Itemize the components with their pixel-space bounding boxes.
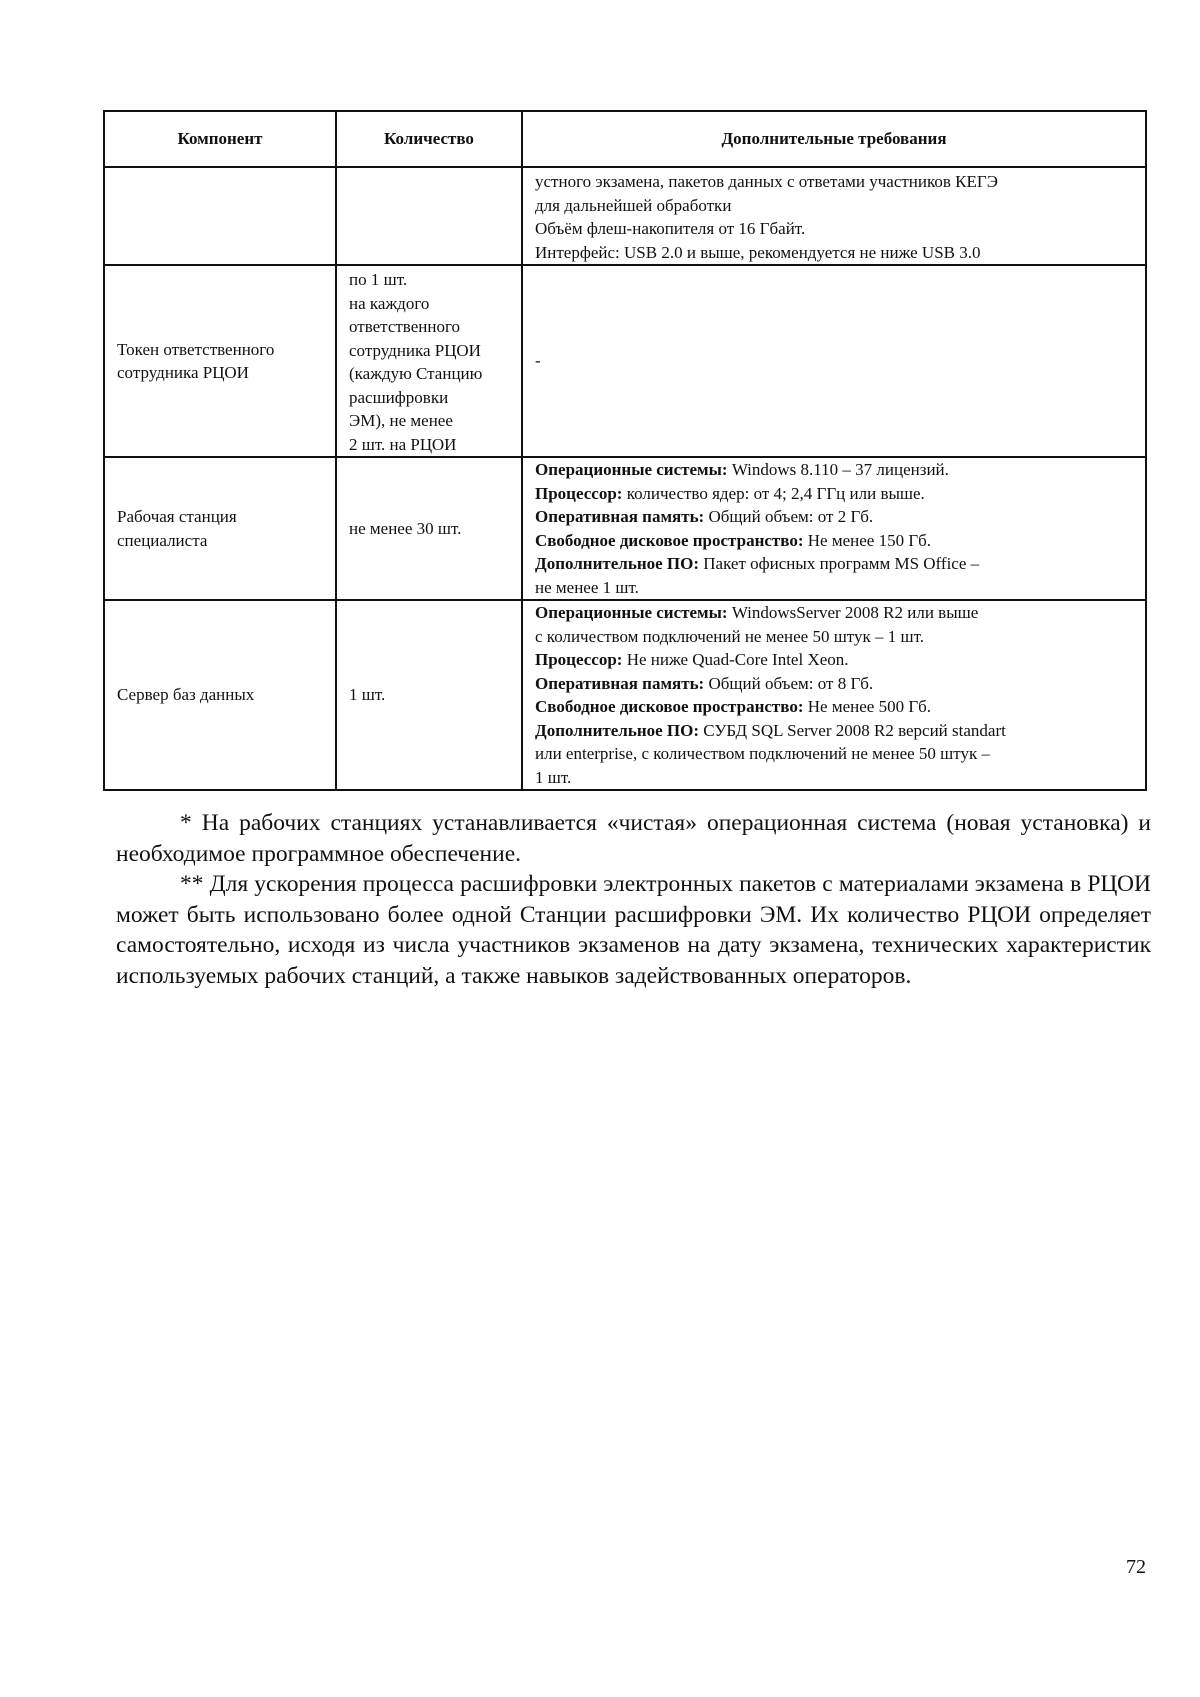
- requirement-text: 1 шт.: [535, 767, 572, 787]
- quantity-line: по 1 шт.: [349, 270, 408, 289]
- requirement-text: Пакет офисных программ MS Office –: [699, 554, 980, 573]
- requirement-line: [535, 719, 1135, 743]
- table-header-row: [104, 111, 1146, 167]
- table-row: [104, 457, 1146, 600]
- requirement-text: WindowsServer 2008 R2 или выше: [727, 603, 979, 622]
- cell-component: [104, 457, 336, 600]
- quantity-line: на каждого: [349, 293, 430, 313]
- requirement-label: Оперативная память:: [535, 673, 705, 693]
- requirement-line: [535, 217, 1135, 241]
- header-quantity: Количество: [336, 111, 522, 167]
- requirement-label: Оперативная память:: [535, 507, 705, 526]
- requirement-text: Общий объем: от 8 Гб.: [704, 673, 874, 693]
- footnotes: [116, 808, 1151, 991]
- cell-component: [104, 265, 336, 457]
- requirement-label: Процессор:: [535, 483, 623, 503]
- requirement-line: [535, 170, 1135, 194]
- requirement-text: -: [535, 351, 541, 371]
- table-row: [104, 167, 1146, 265]
- requirement-text: СУБД SQL Server 2008 R2 версий standart: [699, 720, 1006, 740]
- requirement-line: [535, 742, 1135, 766]
- requirement-text: устного экзамена, пакетов данных с ответами участников КЕГЭ: [535, 172, 998, 191]
- requirement-label: Свободное дисковое пространство:: [535, 697, 804, 716]
- cell-requirements: [522, 457, 1146, 600]
- table-row: [104, 600, 1146, 790]
- quantity-line: расшифровки: [349, 387, 449, 407]
- cell-requirements: [522, 167, 1146, 265]
- requirement-label: Дополнительное ПО:: [535, 720, 700, 740]
- requirement-text: или enterprise, с количеством подключений не менее 50 штук –: [535, 744, 990, 763]
- header-requirements: Дополнительные требования: [522, 111, 1146, 167]
- requirement-text: не менее 1 шт.: [535, 577, 639, 597]
- requirement-line: [535, 552, 1135, 576]
- cell-quantity: [336, 600, 522, 790]
- cell-quantity: [336, 265, 522, 457]
- requirement-text: Интерфейс: USB 2.0 и выше, рекомендуется не ниже USB 3.0: [535, 242, 981, 262]
- quantity-line: 1 шт.: [349, 685, 386, 705]
- requirement-line: [535, 349, 1135, 373]
- requirement-line: [535, 194, 1135, 218]
- table-body: [104, 167, 1146, 790]
- cell-quantity: [336, 167, 522, 265]
- cell-quantity: [336, 457, 522, 600]
- requirement-text: Объём флеш-накопителя от 16 Гбайт.: [535, 219, 806, 238]
- requirement-text: количество ядер: от 4; 2,4 ГГц или выше.: [622, 483, 925, 503]
- quantity-line: (каждую Станцию: [349, 364, 483, 383]
- component-line: Сервер баз данных: [117, 685, 255, 705]
- requirement-line: [535, 601, 1135, 625]
- requirement-label: Процессор:: [535, 650, 623, 669]
- requirement-line: [535, 529, 1135, 553]
- header-component: Компонент: [104, 111, 336, 167]
- requirement-text: Не менее 150 Гб.: [803, 530, 932, 550]
- requirement-line: [535, 458, 1135, 482]
- quantity-line: сотрудника РЦОИ: [349, 340, 481, 360]
- component-line: Токен ответственного: [117, 339, 275, 359]
- requirement-label: Операционные системы:: [535, 460, 728, 479]
- cell-component: [104, 600, 336, 790]
- requirement-label: Дополнительное ПО:: [535, 554, 700, 573]
- requirements-table: [103, 110, 1147, 791]
- footnote-clean-os: * На рабочих станциях устанавливается «чистая» операционная система (новая установка) и необходимое программное обеспечение.: [116, 810, 1151, 867]
- requirement-text: с количеством подключений не менее 50 штук – 1 шт.: [535, 626, 925, 646]
- cell-component: [104, 167, 336, 265]
- component-line: специалиста: [117, 530, 208, 550]
- requirement-line: [535, 648, 1135, 672]
- requirement-text: Windows 8.110 – 37 лицензий.: [727, 460, 949, 479]
- requirement-line: [535, 505, 1135, 529]
- requirement-text: Не менее 500 Гб.: [803, 697, 932, 716]
- component-line: сотрудника РЦОИ: [117, 363, 249, 382]
- quantity-line: ЭМ), не менее: [349, 411, 453, 430]
- requirement-line: [535, 576, 1135, 600]
- requirement-line: [535, 241, 1135, 265]
- component-line: Рабочая станция: [117, 507, 237, 526]
- cell-requirements: [522, 265, 1146, 457]
- requirement-line: [535, 482, 1135, 506]
- requirement-text: для дальнейшей обработки: [535, 195, 732, 215]
- requirement-line: [535, 672, 1135, 696]
- requirement-label: Свободное дисковое пространство:: [535, 530, 804, 550]
- requirements-table-container: [103, 110, 1145, 791]
- quantity-line: ответственного: [349, 317, 461, 336]
- requirement-line: [535, 695, 1135, 719]
- requirement-line: [535, 625, 1135, 649]
- quantity-line: 2 шт. на РЦОИ: [349, 434, 457, 454]
- cell-requirements: [522, 600, 1146, 790]
- table-row: [104, 265, 1146, 457]
- requirement-text: Не ниже Quad-Core Intel Xeon.: [622, 650, 849, 669]
- requirement-line: [535, 766, 1135, 790]
- requirement-text: Общий объем: от 2 Гб.: [704, 507, 874, 526]
- page-number: 72: [1126, 1556, 1146, 1578]
- footnote-decryption-stations: ** Для ускорения процесса расшифровки электронных пакетов с материалами экзамена в РЦОИ может быть использовано более одной Станции расшифровки ЭМ. Их количество РЦОИ определяет самостоятельно, исходя из числа участников экзаменов на дату экзамена, технических характеристик используемых рабочих станций, а также навыков задействованных операторов.: [116, 871, 1151, 989]
- requirement-label: Операционные системы:: [535, 603, 728, 622]
- quantity-line: не менее 30 шт.: [349, 518, 462, 538]
